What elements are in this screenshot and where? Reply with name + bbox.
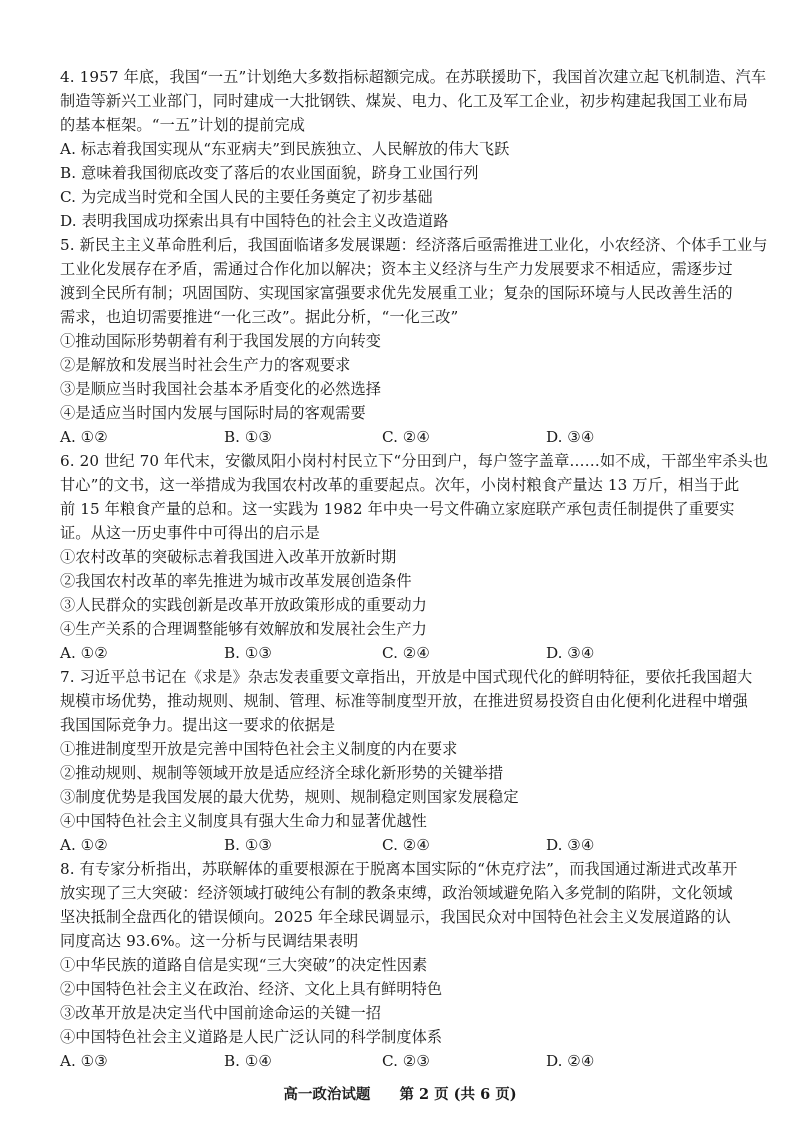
answer-option: B. 意味着我国彻底改变了落后的农业国面貌，跻身工业国行列 — [60, 164, 479, 182]
question-text-line: 8. 有专家分析指出，苏联解体的重要根源在于脱离本国实际的“休克疗法”，而我国通过渐进式改革开 — [60, 860, 738, 878]
answer-option: A. 标志着我国实现从“东亚病夫”到民族独立、人民解放的伟大飞跃 — [60, 140, 510, 158]
footer-subject: 高一政治试题 — [283, 1086, 371, 1103]
question-text-line: 5. 新民主主义革命胜利后，我国面临诸多发展课题：经济落后亟需推进工业化，小农经济、个体手工业与 — [60, 236, 768, 254]
question-text-line: 同度高达 93.6%。这一分析与民调结果表明 — [60, 932, 359, 950]
answer-option-b: B. ①③ — [224, 836, 273, 854]
statement-item: ②中国特色社会主义在政治、经济、文化上具有鲜明特色 — [60, 980, 443, 998]
question-text-line: 制造等新兴工业部门，同时建成一大批钢铁、煤炭、电力、化工及军工企业，初步构建起我国工业布局 — [60, 92, 748, 110]
answer-option-d: D. ③④ — [546, 428, 595, 446]
answer-option-b: B. ①③ — [224, 428, 273, 446]
statement-item: ③改革开放是决定当代中国前途命运的关键一招 — [60, 1004, 382, 1022]
question-text-line: 需求，也迫切需要推进“一化三改”。据此分析，“一化三改” — [60, 308, 459, 326]
answer-option: D. 表明我国成功探索出具有中国特色的社会主义改造道路 — [60, 212, 449, 230]
question-text-line: 证。从这一历史事件中可得出的启示是 — [60, 524, 320, 542]
statement-item: ②是解放和发展当时社会生产力的客观要求 — [60, 356, 351, 374]
answer-option-c: C. ②④ — [382, 428, 430, 446]
answer-option: C. 为完成当时党和全国人民的主要任务奠定了初步基础 — [60, 188, 433, 206]
question-text-line: 4. 1957 年底，我国“一五”计划绝大多数指标超额完成。在苏联援助下，我国首次建立起飞机制造、汽车 — [60, 68, 767, 86]
answer-option-d: D. ②④ — [546, 1052, 595, 1070]
statement-item: ①中华民族的道路自信是实现“三大突破”的决定性因素 — [60, 956, 428, 974]
answer-option-a: A. ①③ — [60, 1052, 108, 1070]
page-footer — [0, 1083, 800, 1104]
answer-option-c: C. ②④ — [382, 644, 430, 662]
answer-option-d: D. ③④ — [546, 836, 595, 854]
question-text-line: 渡到全民所有制；巩固国防、实现国家富强要求优先发展重工业；复杂的国际环境与人民改善生活的 — [60, 284, 733, 302]
question-text-line: 前 15 年粮食产量的总和。这一实践为 1982 年中央一号文件确立家庭联产承包责任制提供了重要实 — [60, 500, 735, 518]
question-text-line: 我国国际竞争力。提出这一要求的依据是 — [60, 716, 336, 734]
statement-item: ④生产关系的合理调整能够有效解放和发展社会生产力 — [60, 620, 427, 638]
question-text-line: 坚决抵制全盘西化的错误倾向。2025 年全球民调显示，我国民众对中国特色社会主义发展道路的认 — [60, 908, 731, 926]
statement-item: ①推进制度型开放是完善中国特色社会主义制度的内在要求 — [60, 740, 458, 758]
question-text-line: 甘心”的文书，这一举措成为我国农村改革的重要起点。次年，小岗村粮食产量达 13 万斤，相当于此 — [60, 476, 740, 494]
statement-item: ④中国特色社会主义道路是人民广泛认同的科学制度体系 — [60, 1028, 443, 1046]
question-text-line: 工业化发展存在矛盾，需通过合作化加以解决；资本主义经济与生产力发展要求不相适应，需逐步过 — [60, 260, 733, 278]
question-text-line: 放实现了三大突破：经济领域打破纯公有制的教条束缚，政治领域避免陷入多党制的陷阱，文化领域 — [60, 884, 733, 902]
answer-option-a: A. ①② — [60, 836, 108, 854]
answer-option-b: B. ①④ — [224, 1052, 273, 1070]
statement-item: ④中国特色社会主义制度具有强大生命力和显著优越性 — [60, 812, 427, 830]
question-text-line: 6. 20 世纪 70 年代末，安徽凤阳小岗村村民立下“分田到户，每户签字盖章……如不成，干部坐牢杀头也 — [60, 452, 769, 470]
question-text-line: 7. 习近平总书记在《求是》杂志发表重要文章指出，开放是中国式现代化的鲜明特征，要依托我国超大 — [60, 668, 753, 686]
answer-option-c: C. ②④ — [382, 836, 430, 854]
answer-option-a: A. ①② — [60, 644, 108, 662]
statement-item: ③制度优势是我国发展的最大优势，规则、规制稳定则国家发展稳定 — [60, 788, 519, 806]
question-text-line: 的基本框架。“一五”计划的提前完成 — [60, 116, 306, 134]
statement-item: ①农村改革的突破标志着我国进入改革开放新时期 — [60, 548, 397, 566]
statement-item: ②我国农村改革的率先推进为城市改革发展创造条件 — [60, 572, 412, 590]
statement-item: ①推动国际形势朝着有利于我国发展的方向转变 — [60, 332, 382, 350]
statement-item: ④是适应当时国内发展与国际时局的客观需要 — [60, 404, 366, 422]
answer-option-d: D. ③④ — [546, 644, 595, 662]
statement-item: ③人民群众的实践创新是改革开放政策形成的重要动力 — [60, 596, 427, 614]
answer-option-b: B. ①③ — [224, 644, 273, 662]
footer-page-number: 第 2 页 (共 6 页) — [399, 1086, 517, 1103]
statement-item: ③是顺应当时我国社会基本矛盾变化的必然选择 — [60, 380, 382, 398]
answer-option-a: A. ①② — [60, 428, 108, 446]
answer-option-c: C. ②③ — [382, 1052, 430, 1070]
question-text-line: 规模市场优势，推动规则、规制、管理、标准等制度型开放，在推进贸易投资自由化便利化进程中增强 — [60, 692, 748, 710]
statement-item: ②推动规则、规制等领域开放是适应经济全球化新形势的关键举措 — [60, 764, 504, 782]
